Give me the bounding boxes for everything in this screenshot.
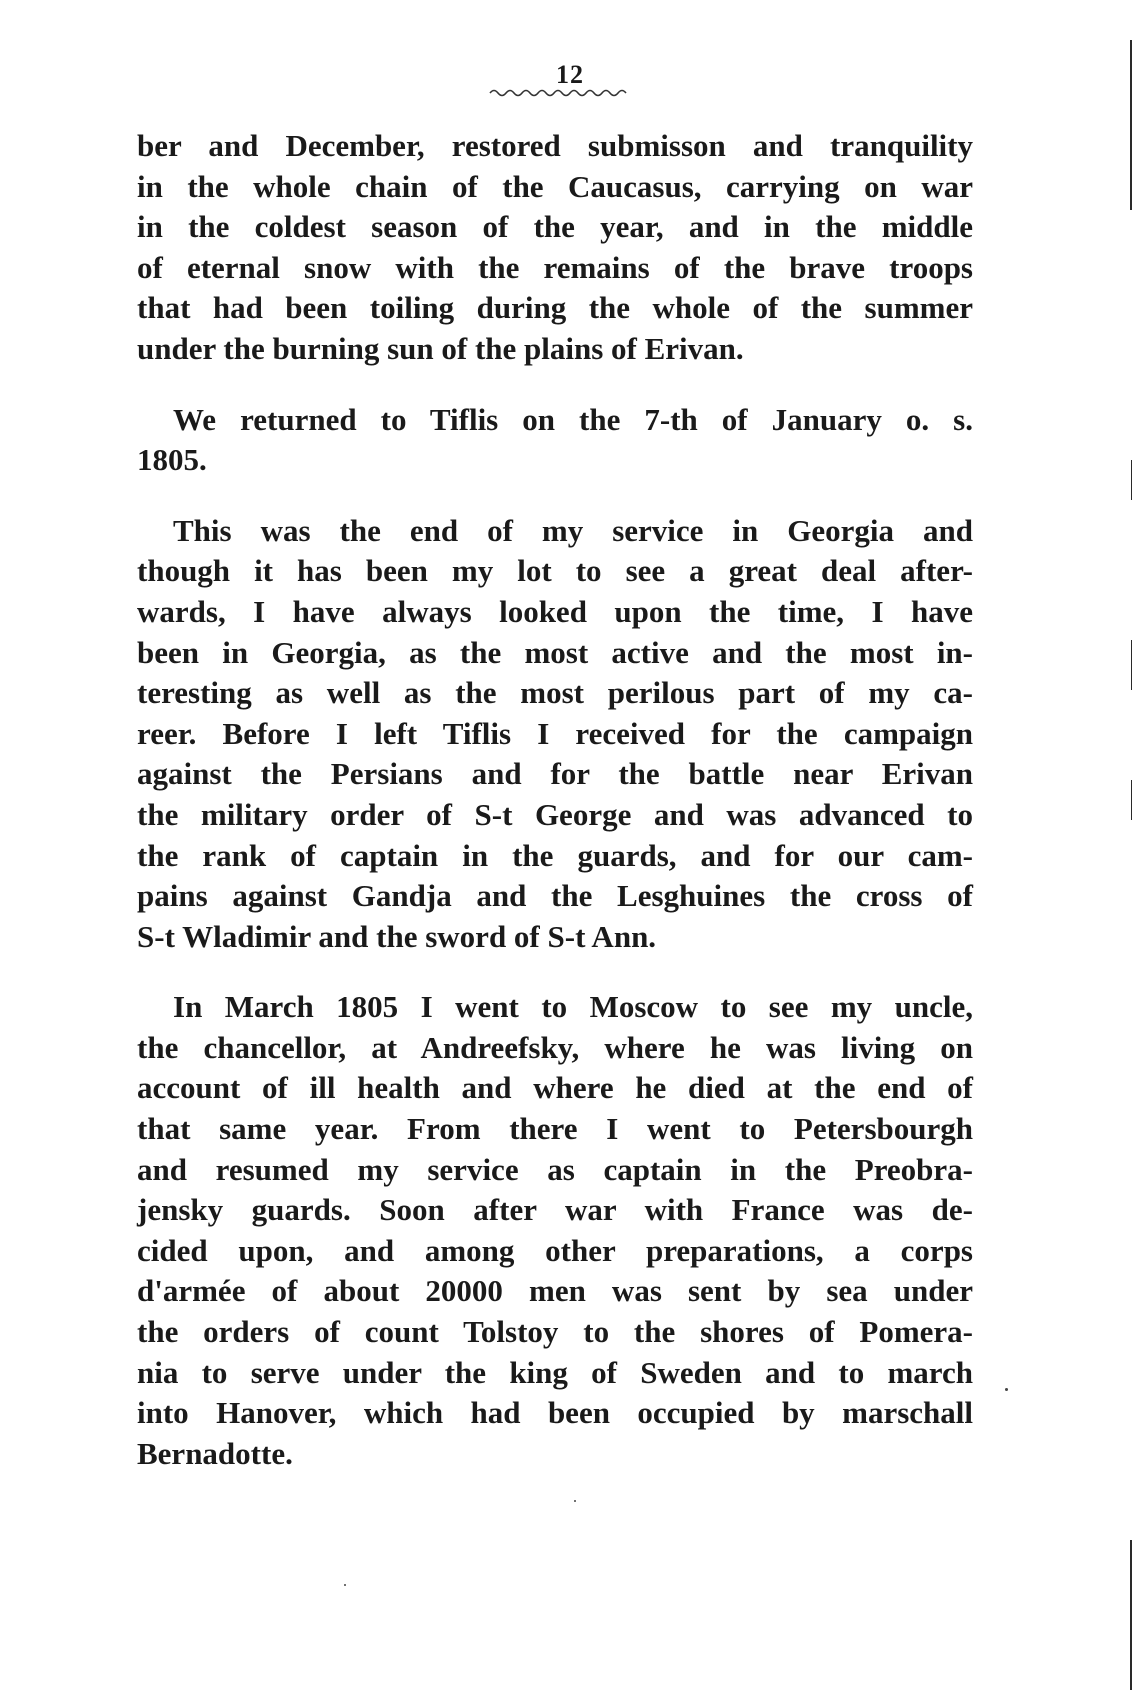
page-number: 12	[556, 60, 584, 89]
text-line: and resumed my service as captain in the Preobra-	[137, 1151, 973, 1187]
paragraph	[137, 400, 973, 441]
text-line: into Hanover, which had been occupied by marschall	[137, 1395, 973, 1431]
text-line: in the coldest season of the year, and in the middle	[137, 209, 973, 245]
text-line: Bernadotte.	[137, 1435, 293, 1471]
text-line: reer. Before I left Tiflis I received for the campaign	[137, 715, 973, 751]
scan-edge-line	[1130, 40, 1132, 210]
text-line: 1805.	[137, 442, 207, 478]
text-line: though it has been my lot to see a great deal after-	[137, 553, 973, 589]
text-line: jensky guards. Soon after war with France was de-	[137, 1192, 973, 1228]
scan-speck	[574, 1500, 576, 1502]
text-line: of eternal snow with the remains of the brave troops	[137, 249, 973, 285]
text-line: In March 1805 I went to Moscow to see my uncle,	[173, 989, 973, 1025]
paragraph-continuation	[137, 440, 973, 481]
text-line: cided upon, and among other preparations, a corps	[137, 1232, 973, 1268]
text-line: account of ill health and where he died at the end of	[137, 1070, 973, 1106]
text-line: against the Persians and for the battle near Erivan	[137, 756, 973, 792]
text-line: that had been toiling during the whole of the summer	[137, 290, 973, 326]
paragraph	[137, 987, 973, 1474]
scan-edge-line	[1131, 460, 1132, 500]
scan-edge-line	[1131, 640, 1132, 690]
text-line: that same year. From there I went to Petersbourgh	[137, 1111, 973, 1147]
text-line: nia to serve under the king of Sweden and to march	[137, 1354, 973, 1390]
text-line: We returned to Tiflis on the 7-th of January o. s.	[173, 401, 973, 437]
scan-edge-line	[1130, 1540, 1132, 1690]
text-line: the chancellor, at Andreefsky, where he was living on	[137, 1029, 973, 1065]
text-line: wards, I have always looked upon the time, I have	[137, 593, 973, 629]
text-line: under the burning sun of the plains of Erivan.	[137, 330, 744, 366]
scan-speck	[1005, 1388, 1008, 1391]
scan-speck	[344, 1584, 346, 1586]
scan-edge-line	[1131, 780, 1132, 820]
text-line: ber and December, restored submisson and tranquility	[137, 128, 973, 163]
ornament-divider	[488, 86, 628, 100]
text-line: pains against Gandja and the Lesghuines the cross of	[137, 878, 973, 914]
text-line: This was the end of my service in Georgia and	[173, 512, 973, 548]
text-line: the military order of S-t George and was advanced to	[137, 796, 973, 832]
paragraph	[137, 511, 973, 958]
body-text	[137, 126, 973, 1474]
paragraph	[137, 126, 973, 370]
text-line: in the whole chain of the Caucasus, carrying on war	[137, 168, 973, 204]
text-line: d'armée of about 20000 men was sent by sea under	[137, 1273, 973, 1309]
text-line: teresting as well as the most perilous part of my ca-	[137, 675, 973, 711]
text-line: the rank of captain in the guards, and for our cam-	[137, 837, 973, 873]
text-line: S-t Wladimir and the sword of S-t Ann.	[137, 918, 657, 954]
text-line: been in Georgia, as the most active and the most in-	[137, 634, 973, 670]
text-line: the orders of count Tolstoy to the shores of Pomera-	[137, 1314, 973, 1350]
